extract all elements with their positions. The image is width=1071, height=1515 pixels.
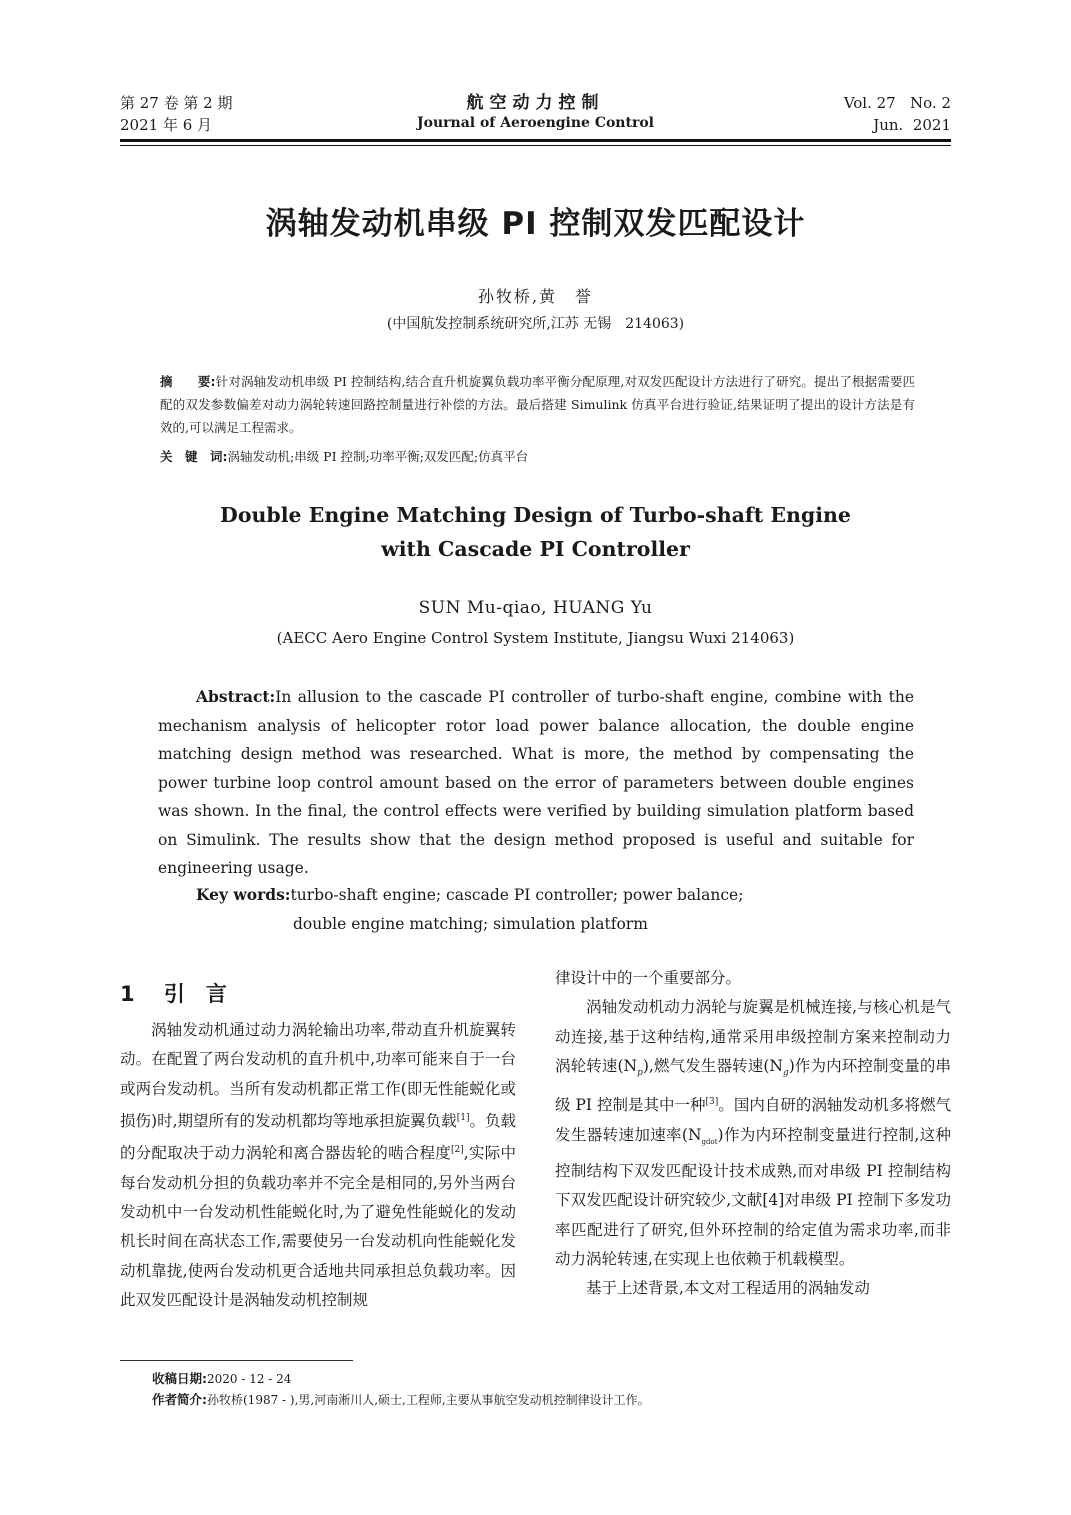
date-cn: 2021 年 6 月 (120, 116, 213, 134)
paper-title-en-line1: Double Engine Matching Design of Turbo-shaft Engine (220, 503, 851, 527)
subscript: gdot (701, 1137, 718, 1146)
authors-cn: 孙牧桥,黄 誉 (477, 287, 594, 306)
body-column-left (120, 1016, 516, 1315)
keywords-en (196, 881, 916, 938)
keywords-cn (160, 447, 915, 465)
volume-issue-cn: 第 27 卷 第 2 期 (120, 94, 233, 112)
body-text: 律设计中的一个重要部分。 (555, 969, 742, 987)
journal-name-en: Journal of Aeroengine Control (417, 115, 654, 131)
paper-title-en (0, 498, 1071, 566)
citation-ref: [1] (456, 1112, 470, 1123)
bio-label: 作者简介: (152, 1392, 207, 1407)
section-title: 引 言 (163, 982, 227, 1006)
abstract-cn-label: 摘 要: (160, 374, 216, 389)
footnote-rule (120, 1360, 353, 1361)
citation-ref: [3] (705, 1097, 719, 1108)
affiliation-cn: (中国航发控制系统研究所,江苏 无锡 214063) (386, 316, 685, 332)
abstract-en-text: In allusion to the cascade PI controller of turbo-shaft engine, combine with the mechanism analysis of helicopter rotor load power balance allocation, the double engine matching design method was researched. What is more, the method by compensating the power turbine loop control amount based on the error of parameters between double engines was shown. In the final, the control effects were verified by building simulation platform based on Simulink. The results show that the design method proposed is useful and suitable for engineering usage. (158, 688, 914, 877)
received-value: 2020 - 12 - 24 (207, 1372, 292, 1386)
keywords-cn-text: 涡轴发动机;串级 PI 控制;功率平衡;双发匹配;仿真平台 (227, 449, 529, 464)
body-text: 。国内自研的涡轴发动机多将燃气发生器转速加速率(N (555, 1096, 951, 1144)
body-text: )作为内环控制变量进行控制,这种控制结构下双发匹配设计技术成熟,而对串级 PI 控制结构下双发匹配设计研究较少,文献[4]对串级 PI 控制下多发功率匹配进行了研究,但外环控制的给定值为需求功率,而非动力涡轮转速,在实现上也依赖于机载模型。 (555, 1125, 951, 1269)
body-paragraph (555, 993, 951, 1274)
authors-en: SUN Mu-qiao, HUANG Yu (418, 598, 653, 618)
received-label: 收稿日期: (152, 1371, 207, 1386)
volume-issue-en: Vol. 27 No. 2 (843, 94, 951, 112)
citation-ref: [2] (451, 1145, 464, 1156)
abstract-cn (160, 370, 915, 439)
keywords-cn-label: 关 键 词: (160, 449, 228, 464)
body-text: ,实际中每台发动机分担的负载功率并不完全是相同的,另外当两台发动机中一台发动机性能蜕化时,为了避免性能蜕化的发动机长时间在高状态工作,需要使另一台发动机向性能蜕化发动机靠拢,使两台发动机更合适地共同承担总负载功率。因此双发匹配设计是涡轴发动机控制规 (120, 1144, 516, 1309)
body-paragraph (120, 1016, 516, 1315)
date-en: Jun. 2021 (873, 116, 951, 134)
header-rule-thin (120, 145, 951, 146)
abstract-cn-text: 针对涡轴发动机串级 PI 控制结构,结合直升机旋翼负载功率平衡分配原理,对双发匹配设计方法进行了研究。提出了根据需要匹配的双发参数偏差对动力涡轮转速回路控制量进行补偿的方法。最后搭建 Simulink 仿真平台进行验证,结果证明了提出的设计方法是有效的,可以满足工程需求。 (160, 374, 916, 435)
section-number: 1 (120, 982, 135, 1006)
section-heading (120, 978, 227, 1008)
paper-title-en-line2: with Cascade PI Controller (381, 537, 690, 561)
body-text: 涡轴发动机动力涡轮与旋翼是机械连接,与核心机是气动连接,基于这种结构,通常采用串级控制方案来控制动力涡轮转速(N (555, 998, 951, 1075)
header-rule-thick (120, 139, 951, 142)
abstract-en (158, 683, 914, 883)
body-text: 涡轴发动机通过动力涡轮输出功率,带动直升机旋翼转动。在配置了两台发动机的直升机中,功率可能来自于一台或两台发动机。当所有发动机都正常工作(即无性能蜕化或损伤)时,期望所有的发动机都均等地承担旋翼负载 (120, 1021, 516, 1131)
subscript: g (782, 1067, 789, 1078)
keywords-en-line1: turbo-shaft engine; cascade PI controller; power balance; (290, 886, 744, 904)
bio-value: 孙牧桥(1987 - ),男,河南淅川人,硕士,工程师,主要从事航空发动机控制律设计工作。 (207, 1393, 650, 1407)
paper-title-cn: 涡轴发动机串级 PI 控制双发匹配设计 (265, 206, 806, 242)
body-column-right (555, 964, 951, 1304)
received-date-note (152, 1369, 952, 1389)
author-bio-note (152, 1390, 952, 1410)
body-paragraph (555, 1274, 951, 1303)
body-text: )作为内环控制变量的串级 PI 控制是其中一种 (555, 1056, 951, 1115)
abstract-en-label: Abstract: (196, 687, 276, 706)
keywords-en-line2: double engine matching; simulation platform (293, 914, 648, 933)
keywords-en-label: Key words: (196, 885, 291, 904)
journal-name-cn: 航空动力控制 (466, 93, 605, 113)
body-text: 。负载的分配取决于动力涡轮和离合器齿轮的啮合程度 (120, 1112, 516, 1163)
body-paragraph (555, 964, 951, 993)
affiliation-en: (AECC Aero Engine Control System Institute, Jiangsu Wuxi 214063) (276, 629, 795, 647)
body-text: 基于上述背景,本文对工程适用的涡轴发动 (586, 1279, 870, 1298)
subscript: p (637, 1067, 643, 1078)
header-right (844, 92, 951, 136)
body-text: ),燃气发生器转速(N (642, 1056, 783, 1075)
